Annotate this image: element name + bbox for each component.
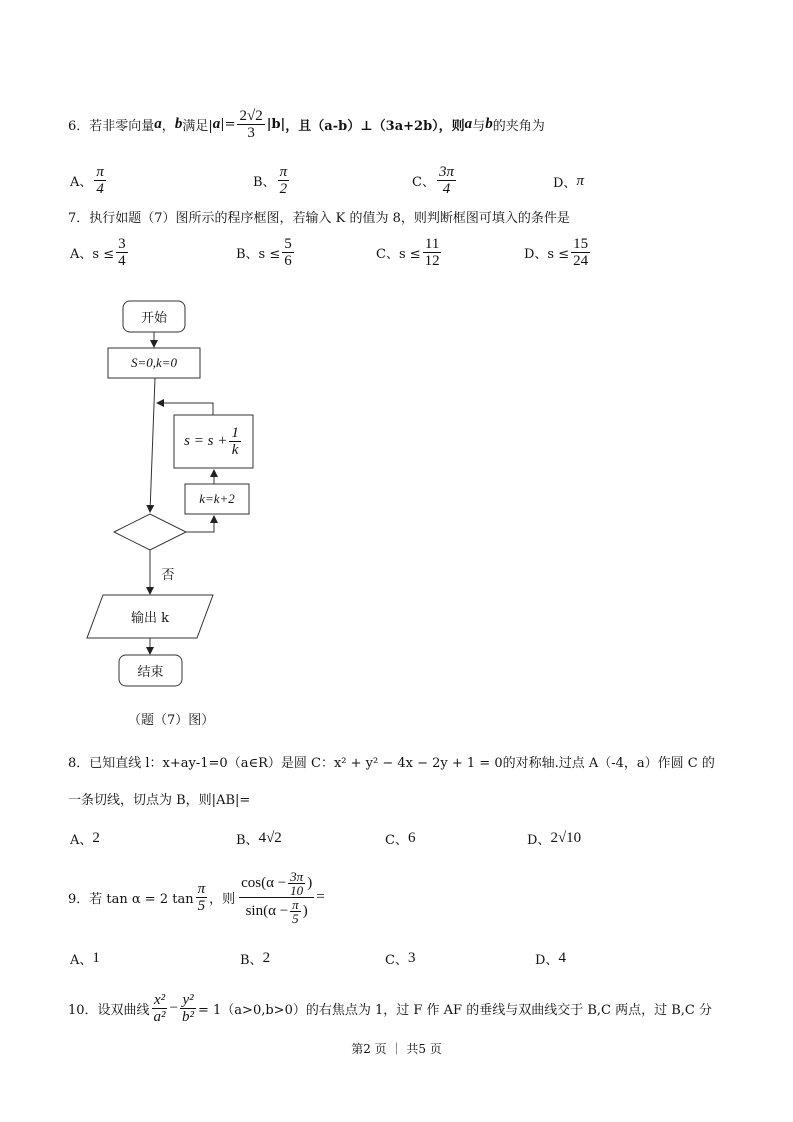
numerator: 3π (438, 164, 454, 180)
q8-option-b (236, 829, 282, 848)
q9-text: = (316, 888, 325, 905)
arrow-loop (157, 403, 213, 415)
denominator: 10 (290, 882, 304, 898)
formula-text: s = s + (184, 433, 228, 449)
q10-text: = 1（a>0,b>0）的右焦点为 1，过 F 作 AF 的垂线与双曲线交于 B,C 两点，过 B,C 分 (198, 1002, 712, 1018)
q9-fraction (196, 881, 208, 914)
q6-var: a (212, 116, 221, 132)
option-value: 4√2 (258, 830, 282, 846)
q6-text: 若非零向量 (89, 119, 155, 134)
denominator: 24 (573, 253, 589, 269)
numerator (239, 870, 314, 898)
numerator: 15 (573, 236, 589, 252)
question-8-line1: 8．已知直线 l：x+ay-1=0（a∈R）是圆 C：x² + y² − 4x − 2y + 1 = 0的对称轴.过点 A（-4，a）作圆 C 的 (68, 756, 715, 771)
denominator: 6 (284, 253, 292, 269)
denominator: 4 (96, 181, 104, 197)
option-label: B、s ≤ (236, 247, 281, 262)
q6-text: |= (220, 117, 236, 132)
numerator: y² (182, 991, 194, 1008)
numerator: x² (153, 991, 166, 1008)
option-value: π (576, 173, 584, 189)
s-update-label (174, 415, 253, 468)
q9-option-a (70, 949, 100, 968)
numerator: 11 (424, 236, 440, 252)
option-label: D、 (535, 953, 559, 968)
option-label: B、 (240, 953, 263, 968)
arrow (150, 378, 155, 512)
option-label: C、 (385, 953, 408, 968)
q6-var: b (485, 116, 493, 132)
q6-text: ， (161, 119, 175, 134)
init-label: S=0,k=0 (130, 355, 178, 370)
denominator: 2 (279, 181, 288, 197)
formula-fraction (229, 425, 241, 458)
denominator: 5 (197, 897, 206, 914)
option-label: D、 (527, 833, 551, 848)
option-value: 2 (262, 950, 271, 966)
q9-option-d (535, 949, 566, 968)
option-label: A、 (70, 833, 93, 848)
denominator: k (231, 442, 239, 458)
denominator: 3 (247, 125, 255, 141)
q8-option-a (70, 829, 100, 848)
denominator: a² (153, 1008, 166, 1025)
q6-text: |b| (266, 117, 286, 132)
page-footer: 第2 页 ｜ 共5 页 (351, 1042, 442, 1056)
decision-diamond (114, 514, 186, 550)
denominator: 4 (118, 253, 126, 269)
numerator: 5 (284, 236, 292, 252)
q6-number: 6． (68, 119, 90, 134)
denominator: 4 (442, 181, 451, 197)
q8-option-d (527, 829, 581, 848)
text: ) (302, 903, 308, 919)
text: ) (307, 875, 313, 891)
k-update-label: k=k+2 (199, 491, 235, 506)
option-label: B、 (253, 175, 276, 190)
numerator: 2√2 (239, 108, 263, 124)
option-label: D、 (553, 176, 577, 191)
end-label: 结束 (137, 665, 164, 680)
q6-text: 满足| (182, 119, 213, 134)
q10-fraction-y (180, 992, 196, 1025)
numerator: π (292, 896, 299, 912)
option-label: C、 (412, 175, 435, 190)
option-label: A、s ≤ (70, 247, 115, 262)
q10-text: 10．设双曲线 (68, 1002, 150, 1018)
figure-caption: （题（7）图） (128, 713, 215, 728)
question-8-line2: 一条切线，切点为 B，则|AB|= (68, 793, 251, 808)
inner-fraction (290, 898, 301, 925)
q6-text: 与 (472, 119, 486, 134)
no-label: 否 (161, 567, 175, 583)
q9-big-fraction (239, 870, 314, 925)
option-label: C、 (385, 833, 408, 848)
inner-fraction (288, 870, 305, 897)
denominator: b² (182, 1008, 195, 1025)
q6-text: 的夹角为 (492, 119, 545, 134)
text: cos(α − (241, 875, 287, 891)
q9-option-c (385, 949, 415, 968)
q8-option-c (385, 829, 415, 848)
numerator: π (96, 164, 104, 180)
denominator: 12 (424, 253, 440, 269)
option-value: 4 (558, 950, 566, 966)
text: sin(α − (245, 903, 289, 919)
q9-option-b (240, 949, 270, 968)
output-label: 输出 k (130, 611, 169, 626)
option-value: 2 (92, 830, 100, 846)
option-label: B、 (236, 833, 259, 848)
q9-text: ，则 (209, 891, 236, 907)
denominator (244, 898, 310, 925)
q6-text: ，且（a-b）⊥（3a+2b），则 (285, 119, 465, 134)
numerator: 3π (290, 868, 304, 884)
start-label: 开始 (140, 311, 167, 326)
arrow-yes (186, 516, 214, 532)
q6-var: a (154, 116, 162, 132)
numerator: 1 (231, 425, 239, 441)
q10-fraction-x (152, 992, 168, 1025)
numerator: π (197, 880, 206, 897)
option-value: 6 (407, 830, 416, 846)
option-label: A、 (70, 175, 93, 190)
option-value: 1 (92, 950, 100, 966)
q6-var: b (174, 116, 183, 132)
option-value: 3 (407, 950, 416, 966)
q9-text: 9．若 tan α = 2 tan (68, 891, 194, 907)
option-label: D、s ≤ (524, 247, 570, 262)
option-label: C、s ≤ (376, 247, 421, 262)
option-value: 2√10 (550, 830, 582, 846)
option-label: A、 (70, 953, 93, 968)
question-10 (68, 988, 712, 1028)
numerator: 3 (118, 236, 126, 252)
numerator: π (279, 164, 288, 180)
question-9 (68, 862, 325, 932)
q6-var: a (464, 116, 473, 132)
denominator: 5 (292, 910, 299, 926)
q10-text: − (169, 999, 179, 1016)
question-7: 7．执行如题（7）图所示的程序框图，若输入 K 的值为 8，则判断框图可填入的条件是 (68, 211, 570, 226)
